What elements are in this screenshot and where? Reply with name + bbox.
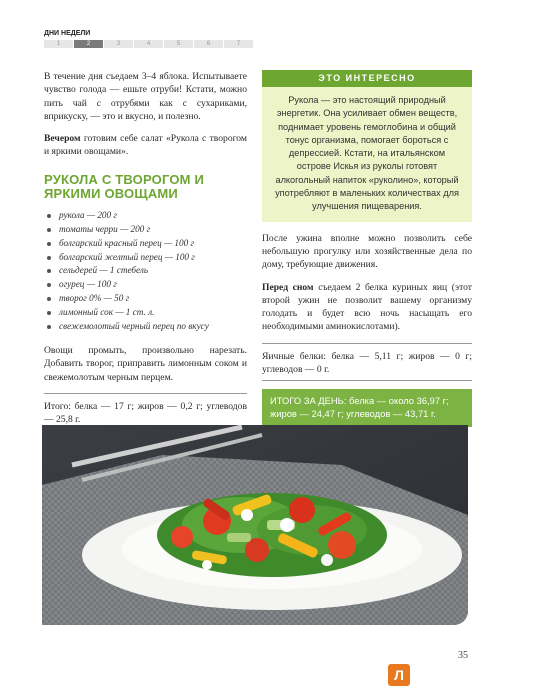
- left-column: [44, 70, 247, 442]
- publisher-logo-letter: Л: [394, 667, 404, 683]
- method-paragraph: Овощи промыть, произвольно нарезать. Добавить творог, приправить лимонным соком и свежемолотым черным перцем.: [44, 344, 247, 383]
- divider: [262, 343, 472, 344]
- day-tab-4: 4: [134, 40, 163, 48]
- ingredient-item: сельдерей — 1 стебель: [44, 264, 247, 278]
- salad-illustration: [42, 425, 468, 625]
- fact-box-title: ЭТО ИНТЕРЕСНО: [262, 70, 472, 87]
- ingredient-item: томаты черри — 200 г: [44, 223, 247, 237]
- ingredient-item: лимонный сок — 1 ст. л.: [44, 306, 247, 320]
- page-number: 35: [458, 650, 468, 661]
- day-total-banner: ИТОГО ЗА ДЕНЬ: белка — около 36,97 г; жиров — 24,47 г; углеводов — 43,71 г.: [262, 389, 472, 427]
- right-column: [262, 70, 472, 427]
- egg-totals: Яичные белки: белка — 5,11 г; жиров — 0 г; углеводов — 0 г.: [262, 350, 472, 376]
- day-tab-5: 5: [164, 40, 193, 48]
- weekday-tabs: [44, 40, 254, 48]
- divider: [44, 393, 247, 394]
- fact-box-text: Рукола — это настоящий природный энергетик. Она усиливает обмен веществ, поднимает уровень гемоглобина и общий тонус организма, помогает бороться с депрессией. Кстати, на итальянском острове Искья из руколы готовят алкогольный напиток «руколино», который употребляют в маленьких количествах для улучшения пищеварения.: [275, 95, 459, 212]
- ingredient-item: болгарский красный перец — 100 г: [44, 237, 247, 251]
- intro-paragraph: В течение дня съедаем 3–4 яблока. Испытываете чувство голода — ешьте отруби! Кстати, можно пить чай с отрубями как с сухариками, вприкуску, — это и вкусно, и полезно.: [44, 71, 247, 122]
- day-tab-7: 7: [224, 40, 253, 48]
- publisher-logo[interactable]: [388, 664, 410, 686]
- evening-text: готовим себе салат «Рукола с творогом и яркими овощами».: [44, 133, 247, 158]
- day-tab-1: 1: [44, 40, 73, 48]
- ingredient-item: свежемолотый черный перец по вкусу: [44, 320, 247, 334]
- before-sleep-lead: Перед сном: [262, 281, 314, 293]
- before-sleep-text: съедаем 2 белка куриных яиц (этот второй ужин не позволит вашему организму голодать и будет всю ночь насыщать его необходимыми аминокислотами).: [262, 281, 472, 333]
- day-tab-6: 6: [194, 40, 223, 48]
- recipe-totals: Итого: белка — 17 г; жиров — 0,2 г; углеводов — 25,8 г.: [44, 400, 247, 426]
- recipe-title: РУКОЛА С ТВОРОГОМ И ЯРКИМИ ОВОЩАМИ: [44, 171, 205, 201]
- before-sleep-paragraph: [262, 281, 472, 334]
- ingredient-item: болгарский желтый перец — 100 г: [44, 251, 247, 265]
- day-tab-3: 3: [104, 40, 133, 48]
- divider: [262, 380, 472, 381]
- weekdays-label: ДНИ НЕДЕЛИ: [44, 30, 91, 37]
- salad-photo: [42, 425, 468, 625]
- ingredient-item: рукола — 200 г: [44, 209, 247, 223]
- ingredient-item: огурец — 100 г: [44, 278, 247, 292]
- evening-lead: Вечером: [44, 133, 81, 145]
- day-tab-2: 2: [74, 40, 103, 48]
- fact-box: [262, 70, 472, 222]
- after-dinner-paragraph: После ужина вполне можно позволить себе небольшую прогулку или хозяйственные дела по дому, требующие движения.: [262, 232, 472, 271]
- ingredient-item: творог 0% — 50 г: [44, 292, 247, 306]
- ingredient-list: [44, 209, 247, 334]
- evening-paragraph: [44, 132, 247, 159]
